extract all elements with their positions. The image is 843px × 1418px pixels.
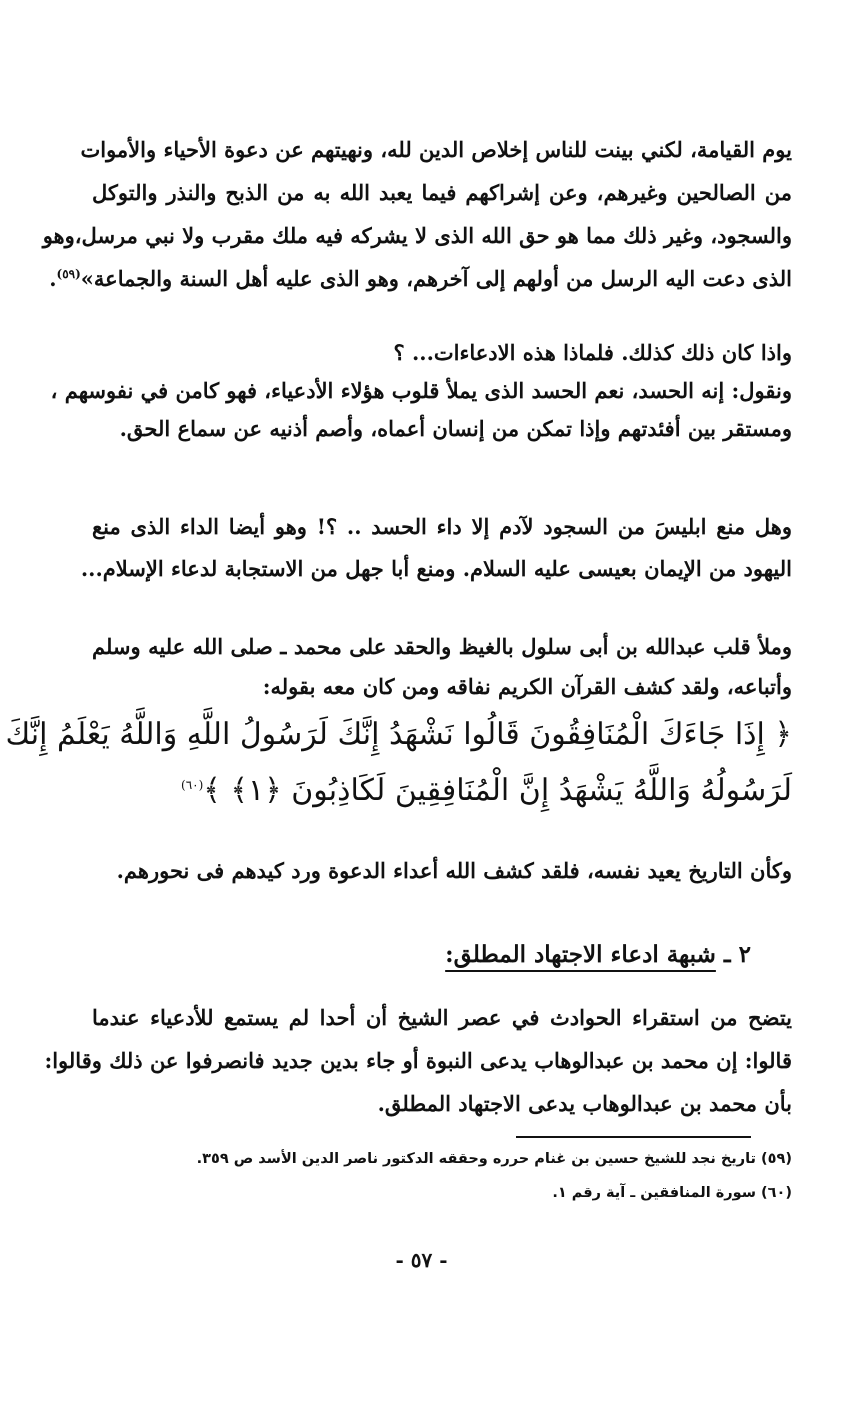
text-line: وهل منع ابليسَ من السجود لآدم إلا داء الحسد .. ؟! وهو أيضا الداء الذى منع [92,514,792,539]
verse-line [92,763,792,819]
footnote-ref-59: (٥٩) [56,267,81,281]
text-line: يتضح من استقراء الحوادث في عصر الشيخ أن أحدا لم يستمع للأدعياء عندما [92,1005,792,1030]
text-line: وكأن التاريخ يعيد نفسه، فلقد كشف الله أعداء الدعوة ورد كيدهم فى نحورهم. [116,858,792,883]
quran-verse [5,707,792,819]
text-line: بأن محمد بن عبدالوهاب يدعى الاجتهاد المطلق. [377,1091,792,1116]
text-line: يوم القيامة، لكني بينت للناس إخلاص الدين لله، ونهيتهم عن دعوة الأحياء والأموات [80,137,792,162]
page-number: - ٥٧ - [395,1248,448,1272]
paragraph-iblis [80,506,792,590]
text-line: وملأ قلب عبدالله بن أبى سلول بالغيظ والحقد على محمد ـ صلى الله عليه وسلم [92,634,792,659]
paragraph-ijtihad [44,996,792,1125]
text-line: واذا كان ذلك كذلك. فلماذا هذه الادعاءات... ؟ [393,340,792,365]
section-heading [445,935,751,975]
paragraph-quote-end [42,128,792,300]
footnote-ref-60: (٦٠) [181,778,204,792]
text-line-content: الذى دعت اليه الرسل من أولهم إلى آخرهم، وهو الذى عليه أهل السنة والجماعة» [80,266,792,291]
text-line: والسجود، وغير ذلك مما هو حق الله الذى لا يشركه فيه ملك مقرب ولا نبي مرسل،وهو [42,223,792,248]
text-line: ونقول: إنه الحسد، نعم الحسد الذى يملأ قلوب هؤلاء الأدعياء، فهو كامن في نفوسهم ، [50,378,792,403]
paragraph-abdullah [92,627,792,707]
verse-line-content: لَرَسُولُهُ وَاللَّهُ يَشْهَدُ إِنَّ الْمُنَافِقِينَ لَكَاذِبُونَ ﴿١﴾ ﴾ [203,773,792,808]
text-line: اليهود من الإيمان بعيسى عليه السلام. ومنع أبا جهل من الاستجابة لدعاء الإسلام... [80,556,792,581]
text-line: ومستقر بين أفئدتهم وإذا تمكن من إنسان أعماه، وأصم أذنيه عن سماع الحق. [119,416,792,441]
section-number: ٢ ـ [723,941,751,968]
section-title: شبهة ادعاء الاجتهاد المطلق: [445,941,716,968]
footnote-60: (٦٠) سورة المنافقين ـ آية رقم ١. [552,1185,792,1201]
text-line: وأتباعه، ولقد كشف القرآن الكريم نفاقه ومن كان معه بقوله: [262,674,792,699]
text-line: قالوا: إن محمد بن عبدالوهاب يدعى النبوة أو جاء بدين جديد فانصرفوا عن ذلك وقالوا: [44,1048,792,1073]
footnote-59: (٥٩) تاريخ نجد للشيخ حسين بن غنام حرره وحققه الدكتور ناصر الدين الأسد ص ٣٥٩. [196,1151,792,1167]
footnote-separator [516,1136,751,1138]
verse-line: ﴿ إِذَا جَاءَكَ الْمُنَافِقُونَ قَالُوا نَشْهَدُ إِنَّكَ لَرَسُولُ اللَّهِ وَاللَّهُ يَعْلَمُ إِنَّكَ [5,717,792,752]
paragraph-history [92,850,792,892]
footnotes [92,1142,792,1210]
text-line: من الصالحين وغيرهم، وعن إشراكهم فيما يعبد الله به من الذبح والنذر والتوكل [92,180,792,205]
paragraph-envy [50,334,792,448]
text-line: الذى دعت اليه الرسل من أولهم إلى آخرهم، وهو الذى عليه أهل السنة والجماعة»$^{(٥٩)}$. [49,266,792,291]
